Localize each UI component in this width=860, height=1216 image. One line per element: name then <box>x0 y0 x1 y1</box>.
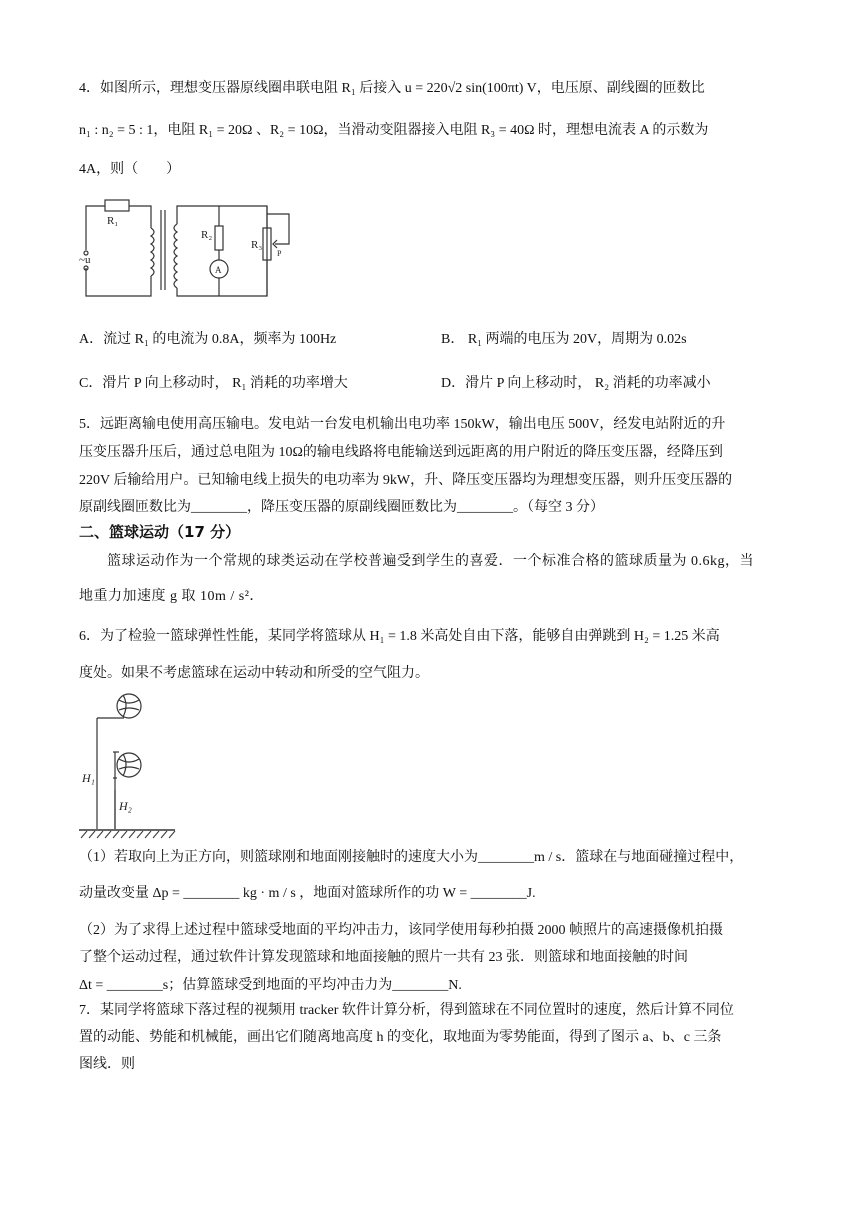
q7-line3: 图线．则 <box>79 1057 135 1072</box>
q6-line1: 6．为了检验一篮球弹性性能，某同学将篮球从 H₁ = 1.8 米高处自由下落，能够自由弹跳到 H₂ = 1.25 米高 <box>79 629 720 644</box>
q5-line3: 220V 后输给用户。已知输电线上损失的电功率为 9kW，升、降压变压器均为理想变压器，则升压变压器的 <box>79 473 733 488</box>
label-r2: R₂ <box>201 229 213 241</box>
q4-line3: 4A，则（ ） <box>79 162 181 177</box>
label-p: P <box>277 249 282 258</box>
q4-option-a: A．流过 R₁ 的电流为 0.8A，频率为 100Hz <box>79 332 337 347</box>
q6-part1-line1: （1）若取向上为正方向，则篮球刚和地面刚接触时的速度大小为________m / s．篮球在与地面碰撞过程中， <box>79 850 744 865</box>
q5-line1: 5．远距离输电使用高压输电。发电站一台发电机输出电功率 150kW，输出电压 500V，经发电站附近的升 <box>79 417 726 432</box>
q6-part2-line2: 了整个运动过程，通过软件计算发现篮球和地面接触的照片一共有 23 张．则篮球和地面接触的时间 <box>79 950 688 965</box>
q7-line1: 7．某同学将篮球下落过程的视频用 tracker 软件计算分析，得到篮球在不同位置时的速度，然后计算不同位 <box>79 1003 734 1018</box>
basketball-diagram <box>79 690 179 845</box>
basketball-bounce-figure <box>79 690 179 845</box>
q6-line2: 度处。如果不考虑篮球在运动中转动和所受的空气阻力。 <box>79 666 429 681</box>
basketball-bounce-icon <box>117 753 141 777</box>
label-h1: H₁ <box>82 771 95 785</box>
label-r3: R₃ <box>251 239 263 251</box>
label-u: ~u <box>79 254 91 266</box>
label-r1: R₁ <box>107 215 119 227</box>
label-h2: H₂ <box>119 799 132 813</box>
q5-line2: 压变压器升压后，通过总电阻为 10Ω的输电线路将电能输送到远距离的用户附近的降压变压器，经降压到 <box>79 445 723 460</box>
circuit-diagram <box>79 188 304 303</box>
q4-option-c: C．滑片 P 向上移动时， R₁ 消耗的功率增大 <box>79 376 348 391</box>
transformer-circuit-figure <box>79 188 304 303</box>
section2-heading: 二、篮球运动（17 分） <box>79 523 241 541</box>
q4-line1: 4．如图所示，理想变压器原线圈串联电阻 R₁ 后接入 u = 220√2 sin(100πt) V，电压原、副线圈的匝数比 <box>79 81 705 96</box>
q4-option-b: B． R₁ 两端的电压为 20V，周期为 0.02s <box>441 332 687 347</box>
label-ammeter: A <box>215 265 222 275</box>
q6-part2-line1: （2）为了求得上述过程中篮球受地面的平均冲击力，该同学使用每秒拍摄 2000 帧照片的高速摄像机拍摄 <box>79 923 723 938</box>
q7-line2: 置的动能、势能和机械能，画出它们随离地高度 h 的变化，取地面为零势能面，得到了图示 a、b、c 三条 <box>79 1030 722 1045</box>
section2-intro-line2: 地重力加速度 g 取 10m / s²． <box>79 589 264 604</box>
basketball-top-icon <box>117 694 141 718</box>
section2-intro-line1: 篮球运动作为一个常规的球类运动在学校普遍受到学生的喜爱．一个标准合格的篮球质量为 0.6kg，当 <box>107 554 754 569</box>
q4-line2: n₁ : n₂ = 5 : 1，电阻 R₁ = 20Ω 、R₂ = 10Ω，当滑动变阻器接入电阻 R₃ = 40Ω 时，理想电流表 A 的示数为 <box>79 123 709 138</box>
q6-part2-line3: Δt = ________s；估算篮球受到地面的平均冲击力为________N. <box>79 978 462 993</box>
q4-option-d: D．滑片 P 向上移动时， R₂ 消耗的功率减小 <box>441 376 711 391</box>
q5-line4: 原副线圈匝数比为________，降压变压器的原副线圈匝数比为________。（每空 3 分） <box>79 500 604 515</box>
q6-part1-line2: 动量改变量 Δp = ________ kg · m / s ，地面对篮球所作的功 W = ________J. <box>79 886 536 901</box>
